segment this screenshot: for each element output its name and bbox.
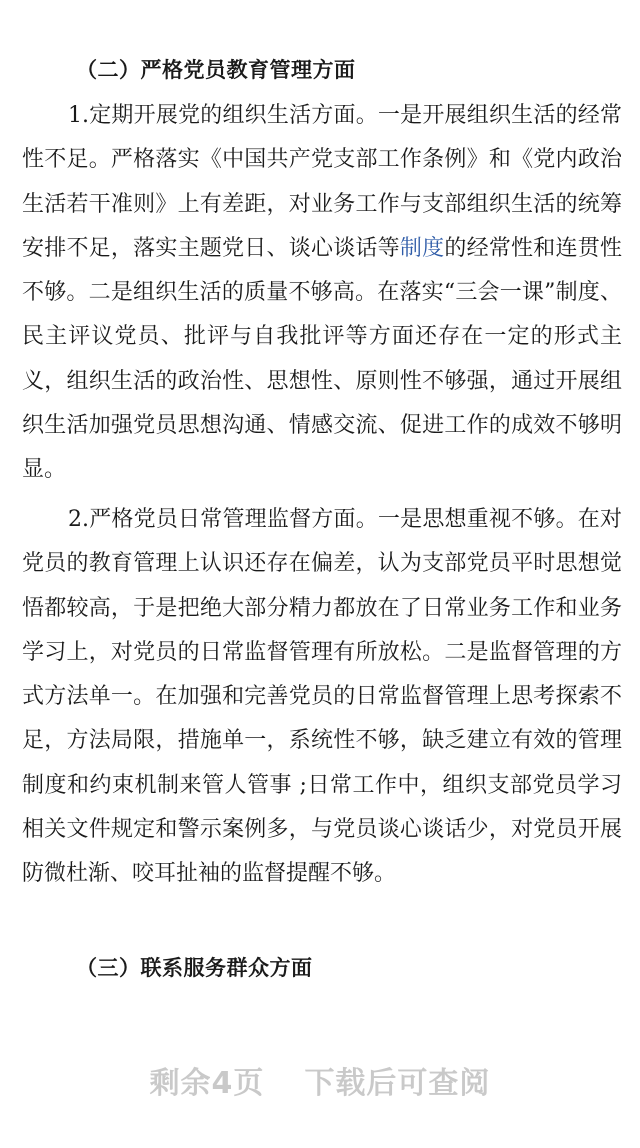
section-heading-3: （三）联系服务群众方面 (76, 955, 313, 980)
paragraph-1-text-b: 的经常性和连贯性不够。二是组织生活的质量不够高。在落实“三会一课”制度、民主评议党员、批评与自我批评等方面还存在一定的形式主义，组织生活的政治性、思想性、原则性不够强，通过开展组织生活加强党员思想沟通、情感交流、促进工作的成效不够明显。 (22, 235, 622, 483)
remaining-pages-text: 剩余4页 (149, 1066, 265, 1101)
paragraph-2: 2.严格党员日常管理监督方面。一是思想重视不够。在对党员的教育管理上认识还存在偏差，认为支部党员平时思想觉悟都较高，于是把绝大部分精力都放在了日常业务工作和业务学习上，对党员的日常监督管理有所放松。二是监督管理的方式方法单一。在加强和完善党员的日常监督管理上思考探索不足，方法局限，措施单一，系统性不够，缺乏建立有效的管理制度和约束机制来管人管事 ;日常工作中，组织支部党员学习相关文件规定和警示案例多，与党员谈心谈话少，对党员开展防微杜渐、咬耳扯袖的监督提醒不够。 (22, 507, 622, 887)
download-to-view-text: 下载后可查阅 (304, 1066, 491, 1101)
paragraph-1 (22, 94, 622, 493)
section-heading-2: （二）严格党员教育管理方面 (76, 57, 356, 82)
download-prompt[interactable] (0, 1062, 640, 1106)
paragraph-1-text-a: 1.定期开展党的组织生活方面。一是开展组织生活的经常性不足。严格落实《中国共产党支部工作条例》和《党内政治生活若干准则》上有差距，对业务工作与支部组织生活的统筹安排不足，落实主题党日、谈心谈话等 (22, 103, 622, 261)
system-link[interactable]: 制度 (399, 235, 445, 261)
